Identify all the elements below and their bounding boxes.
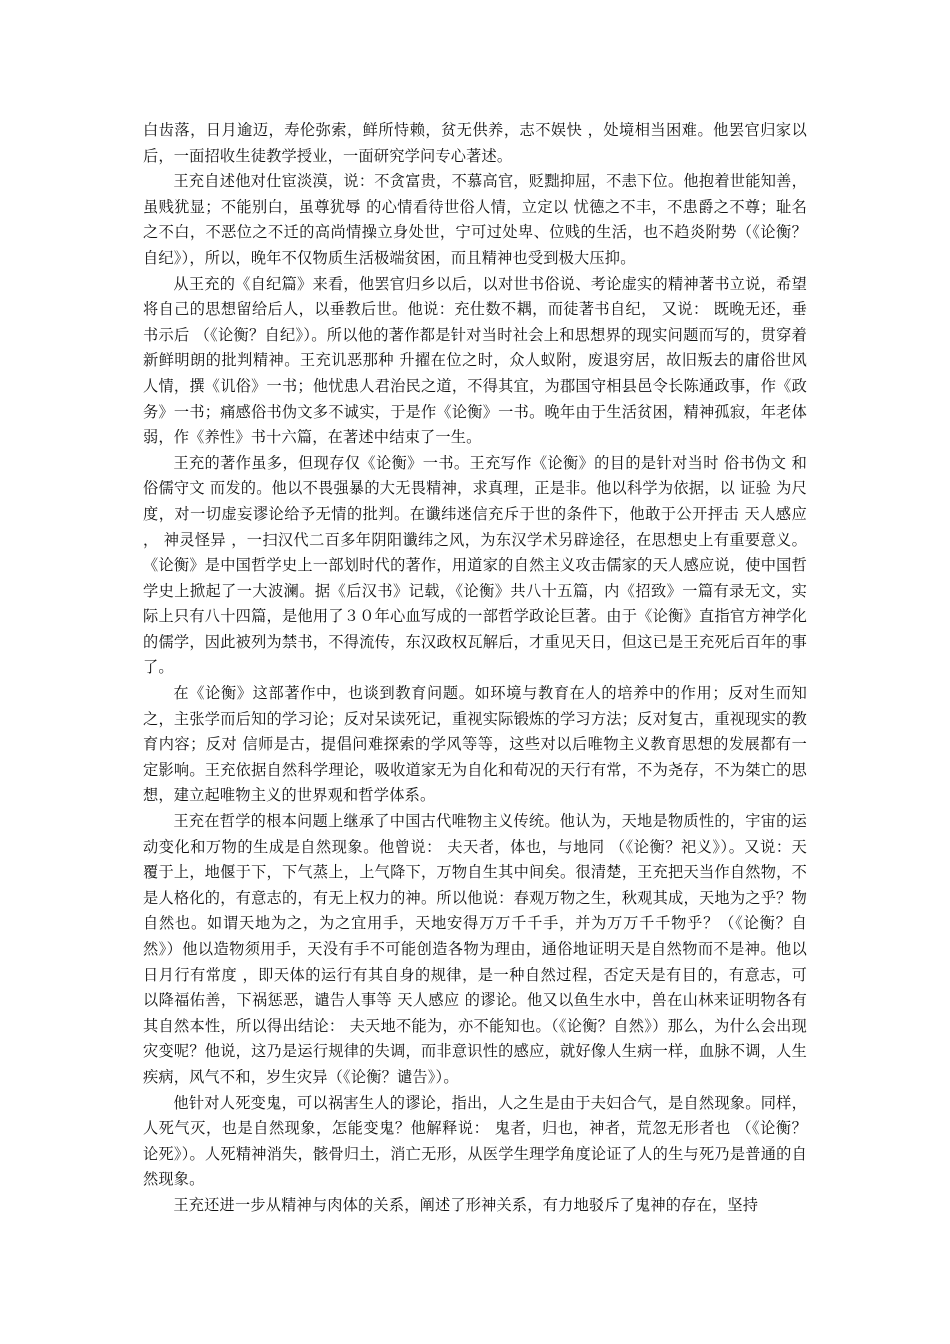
- paragraph: 王充自述他对仕宦淡漠，说：不贪富贵，不慕高官，贬黜抑屈，不恚下位。他抱着世能知善，虽贱犹显；不能别白，虽尊犹辱 的心情看待世俗人情，立定以 忧德之不丰，不患爵之不尊；耻名之不白，不恶位之不迁的高尚情操立身处世，宁可过处卑、位贱的生活，也不趋炎附势（《论衡？自纪》），所以，晚年不仅物质生活极端贫困，而且精神也受到极大压抑。: [143, 172, 807, 267]
- paragraph-continuation: 白齿落，日月逾迈，寿伦弥索，鲜所恃赖，贫无供养，志不娱快 ，处境相当困难。他罢官归家以后，一面招收生徒教学授业，一面研究学问专心著述。: [143, 121, 807, 165]
- paragraph: 王充还进一步从精神与肉体的关系，阐述了形神关系，有力地驳斥了鬼神的存在，坚持: [173, 1195, 759, 1214]
- document-body: [143, 118, 807, 1219]
- paragraph: 王充在哲学的根本问题上继承了中国古代唯物主义传统。他认为，天地是物质性的，宇宙的运动变化和万物的生成是自然现象。他曾说： 夫天者，体也，与地同 （《论衡？祀义》）。又说：天覆于上，地偃于下，下气蒸上，上气降下，万物自生其中间矣。很清楚，王充把天当作自然物，不是人格化的，有意志的，有无上权力的神。所以他说：春观万物之生，秋观其成，天地为之乎？物自然也。如谓天地为之，为之宜用手，天地安得万万千千手，并为万万千千物乎？（《论衡？自然》）他以造物须用手，天没有手不可能创造各物为理由，通俗地证明天是自然物而不是神。他以 日月行有常度 ，即天体的运行有其自身的规律，是一种自然过程，否定天是有目的，有意志，可以降福佑善，下祸惩恶，谴告人事等 天人感应 的谬论。他又以鱼生水中，兽在山林来证明物各有其自然本性，所以得出结论： 夫天地不能为，亦不能知也。（《论衡？自然》）那么，为什么会出现灾变呢？他说，这乃是运行规律的失调，而非意识性的感应，就好像人生病一样，血脉不调，人生疾病，风气不和，岁生灾异（《论衡？谴告》）。: [143, 812, 807, 1086]
- paragraph: 他针对人死变鬼，可以祸害生人的谬论，指出，人之生是由于夫妇合气，是自然现象。同样，人死气灭，也是自然现象，怎能变鬼？他解释说： 鬼者，归也，神者，荒忽无形者也 （《论衡？论死》）。人死精神消失，骸骨归土，消亡无形，从医学生理学角度论证了人的生与死乃是普通的自然现象。: [143, 1093, 807, 1189]
- paragraph: 在《论衡》这部著作中，也谈到教育问题。如环境与教育在人的培养中的作用；反对生而知之，主张学而后知的学习论；反对呆读死记，重视实际锻炼的学习方法；反对复古，重视现实的教育内容；反对 信师是古，提倡问难探索的学风等等，这些对以后唯物主义教育思想的发展都有一定影响。王充依据自然科学理论，吸收道家无为自化和荀况的天行有常，不为尧存，不为桀亡的思想，建立起唯物主义的世界观和哲学体系。: [143, 684, 807, 805]
- paragraph: 王充的著作虽多，但现存仅《论衡》一书。王充写作《论衡》的目的是针对当时 俗书伪文 和 俗儒守文 而发的。他以不畏强暴的大无畏精神，求真理，正是非。他以科学为依据，以 证验 为尺度，对一切虚妄谬论给予无情的批判。在谶纬迷信充斥于世的条件下，他敢于公开抨击 天人感应 ， 神灵怪异 ，一扫汉代二百多年阴阳谶纬之风，为东汉学术另辟途径，在思想史上有重要意义。《论衡》是中国哲学史上一部划时代的著作，用道家的自然主义攻击儒家的天人感应说，使中国哲学史上掀起了一大波澜。据《后汉书》记载，《论衡》共八十五篇，内《招致》一篇有录无文，实际上只有八十四篇，是他用了３０年心血写成的一部哲学政论巨著。由于《论衡》直指官方神学化的儒学，因此被列为禁书，不得流传，东汉政权瓦解后，才重见天日，但这已是王充死后百年的事了。: [143, 453, 807, 677]
- paragraph: 从王充的《自纪篇》来看，他罢官归乡以后，以对世书俗说、考论虚实的精神著书立说，希望将自己的思想留给后人，以垂教后世。他说：充仕数不耦，而徒著书自纪， 又说： 既晚无还，垂书示后 （《论衡？自纪》）。所以他的著作都是针对当时社会上和思想界的现实问题而写的，贯穿着新鲜明朗的批判精神。王充讥恶那种 升擢在位之时，众人蚁附，废退穷居，故旧叛去的庸俗世风人情，撰《讥俗》一书；他忧患人君治民之道，不得其宜，为郡国守相县邑令长陈通政事，作《政务》一书；痛感俗书伪文多不诚实，于是作《论衡》一书。晚年由于生活贫困，精神孤寂，年老体弱，作《养性》书十六篇，在著述中结束了一生。: [143, 274, 807, 447]
